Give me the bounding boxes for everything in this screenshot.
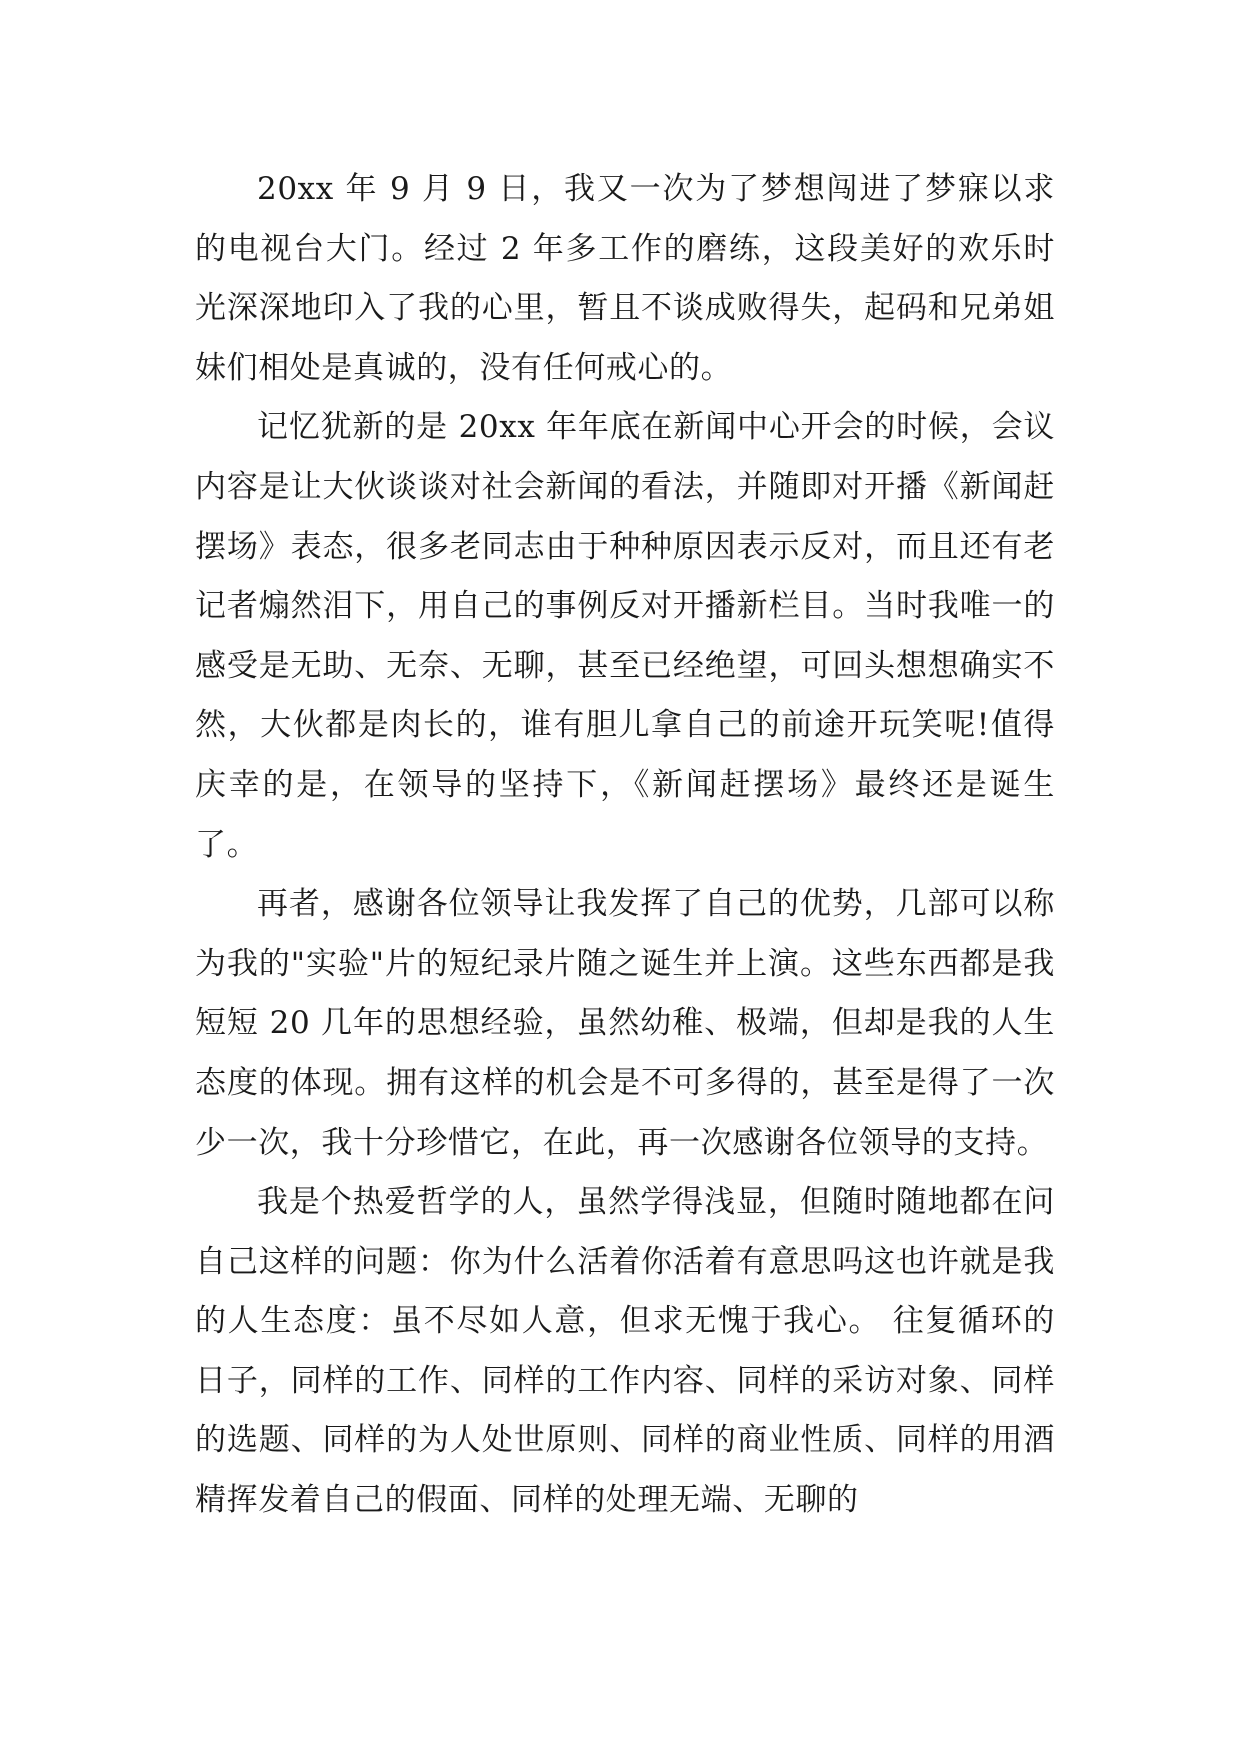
paragraph-2: 记忆犹新的是 20xx 年年底在新闻中心开会的时候，会议内容是让大伙谈谈对社会新闻的看法，并随即对开播《新闻赶摆场》表态，很多老同志由于种种原因表示反对，而且还有老记者煽然泪下，用自己的事例反对开播新栏目。当时我唯一的感受是无助、无奈、无聊，甚至已经绝望，可回头想想确实不然，大伙都是肉长的，谁有胆儿拿自己的前途开玩笑呢!值得庆幸的是，在领导的坚持下，《新闻赶摆场》最终还是诞生了。 (195, 409, 1055, 863)
document-body (195, 160, 1055, 1531)
paragraph-3: 再者，感谢各位领导让我发挥了自己的优势，几部可以称为我的"实验"片的短纪录片随之诞生并上演。这些东西都是我短短 20 几年的思想经验，虽然幼稚、极端，但却是我的人生态度的体现。拥有这样的机会是不可多得的，甚至是得了一次少一次，我十分珍惜它，在此，再一次感谢各位领导的支持。 (195, 886, 1055, 1161)
paragraph-1: 20xx 年 9 月 9 日，我又一次为了梦想闯进了梦寐以求的电视台大门。经过 2 年多工作的磨练，这段美好的欢乐时光深深地印入了我的心里，暂且不谈成败得失，起码和兄弟姐妹们相处是真诚的，没有任何戒心的。 (195, 171, 1055, 386)
paragraph-4: 我是个热爱哲学的人，虽然学得浅显，但随时随地都在问自己这样的问题：你为什么活着你活着有意思吗这也许就是我的人生态度：虽不尽如人意，但求无愧于我心。 往复循环的日子，同样的工作、同样的工作内容、同样的采访对象、同样的选题、同样的为人处世原则、同样的商业性质、同样的用酒精挥发着自己的假面、同样的处理无端、无聊的 (195, 1184, 1055, 1519)
